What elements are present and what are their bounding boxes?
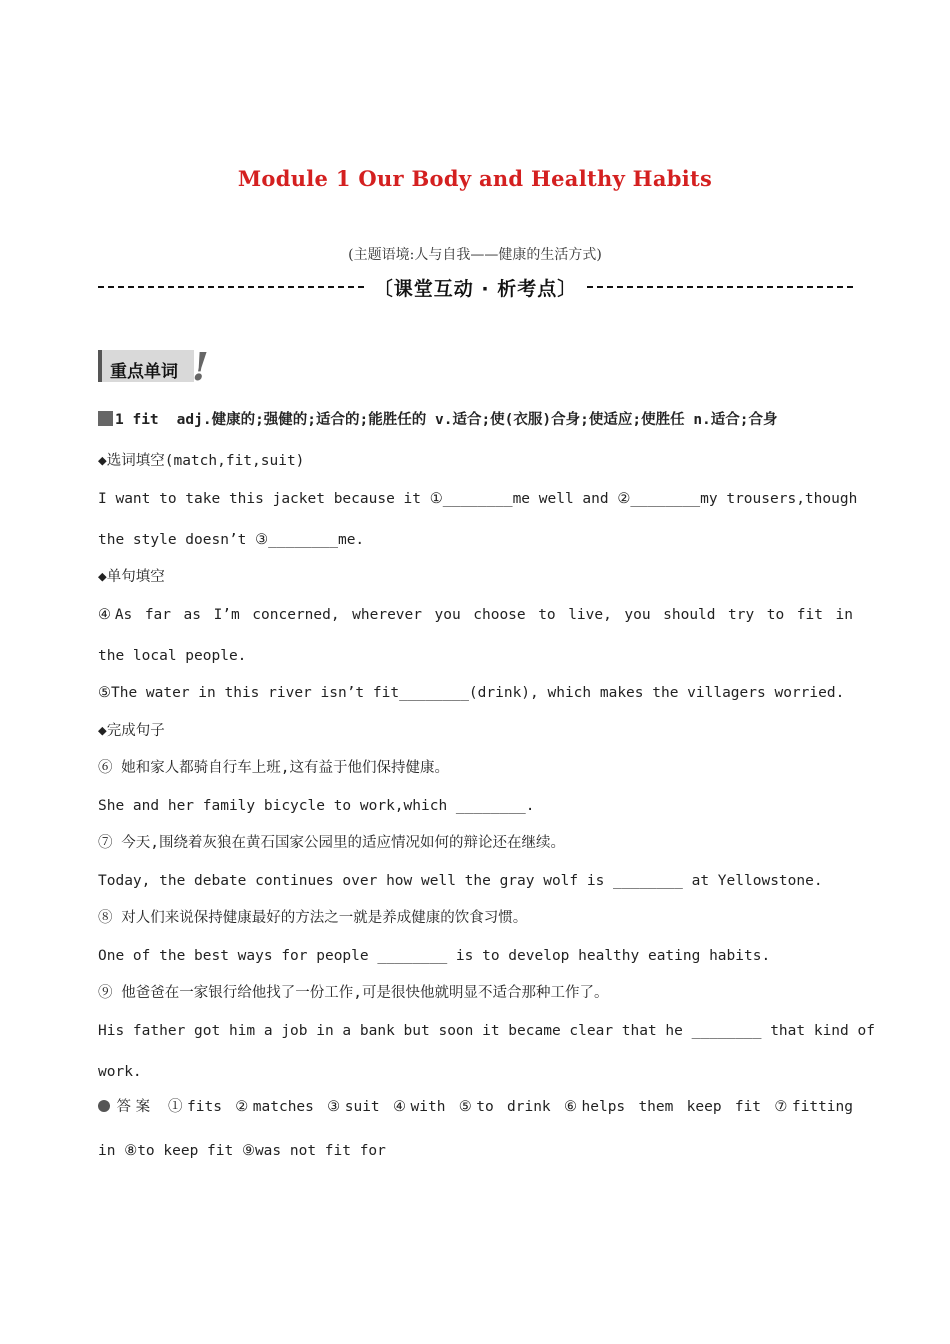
section-divider-label: 〔课堂互动 · 析考点〕 [373, 278, 578, 300]
square-bullet-icon [98, 411, 113, 426]
badge-label: 重点单词 [110, 362, 178, 382]
answer-icon [98, 1100, 110, 1112]
module-title: Module 1 Our Body and Healthy Habits [237, 166, 713, 191]
answer-line-continued: in ⑧to keep fit ⑨was not fit for [98, 1143, 386, 1159]
chinese-prompt: ⑥ 她和家人都骑自行车上班,这有益于他们保持健康。 [98, 760, 449, 776]
section-divider [98, 274, 853, 302]
exercise-line: ⑤The water in this river isn’t fit________(drink), which makes the villagers worried. [98, 685, 845, 701]
instruction-choose-words: ◆选词填空(match,fit,suit) [98, 453, 305, 469]
exercise-line: ④As far as I’m concerned, wherever you choose to live, you should try to fit in [98, 607, 853, 623]
key-words-badge [98, 344, 212, 389]
instruction-single-sentence: ◆单句填空 [98, 569, 165, 585]
exercise-line: the style doesn’t ③________me. [98, 532, 365, 548]
exercise-line: Today, the debate continues over how well the gray wolf is ________ at Yellowstone. [98, 873, 823, 889]
chinese-prompt: ⑧ 对人们来说保持健康最好的方法之一就是养成健康的饮食习惯。 [98, 910, 528, 926]
answer-line [98, 1097, 853, 1117]
chinese-prompt: ⑨ 他爸爸在一家银行给他找了一份工作,可是很快他就明显不适合那种工作了。 [98, 985, 609, 1001]
divider-dashes-right [587, 286, 853, 288]
entry-word: 1 fit [115, 412, 159, 428]
exercise-line: One of the best ways for people ________ is to develop healthy eating habits. [98, 948, 771, 964]
exercise-line: She and her family bicycle to work,which ________. [98, 798, 535, 814]
exclamation-icon: ! [192, 344, 209, 389]
exercise-line: I want to take this jacket because it ①________me well and ②________my trousers,though [98, 491, 858, 507]
answer-text: ①fits ②matches ③suit ④with ⑤to drink ⑥helps them keep fit ⑦fitting [167, 1099, 853, 1115]
entry-definition: adj.健康的;强健的;适合的;能胜任的 v.适合;使(衣服)合身;使适应;使胜任 n.适合;合身 [176, 412, 778, 428]
exercise-line: His father got him a job in a bank but soon it became clear that he ________ that kind of [98, 1023, 875, 1039]
exercise-line: work. [98, 1064, 142, 1080]
instruction-complete-sentences: ◆完成句子 [98, 723, 165, 739]
entry-heading [98, 410, 853, 430]
theme-context: (主题语境:人与自我——健康的生活方式) [348, 247, 602, 263]
answer-label: 答案 [112, 1099, 155, 1115]
exercise-line: the local people. [98, 648, 247, 664]
divider-dashes-left [98, 286, 364, 288]
chinese-prompt: ⑦ 今天,围绕着灰狼在黄石国家公园里的适应情况如何的辩论还在继续。 [98, 835, 565, 851]
